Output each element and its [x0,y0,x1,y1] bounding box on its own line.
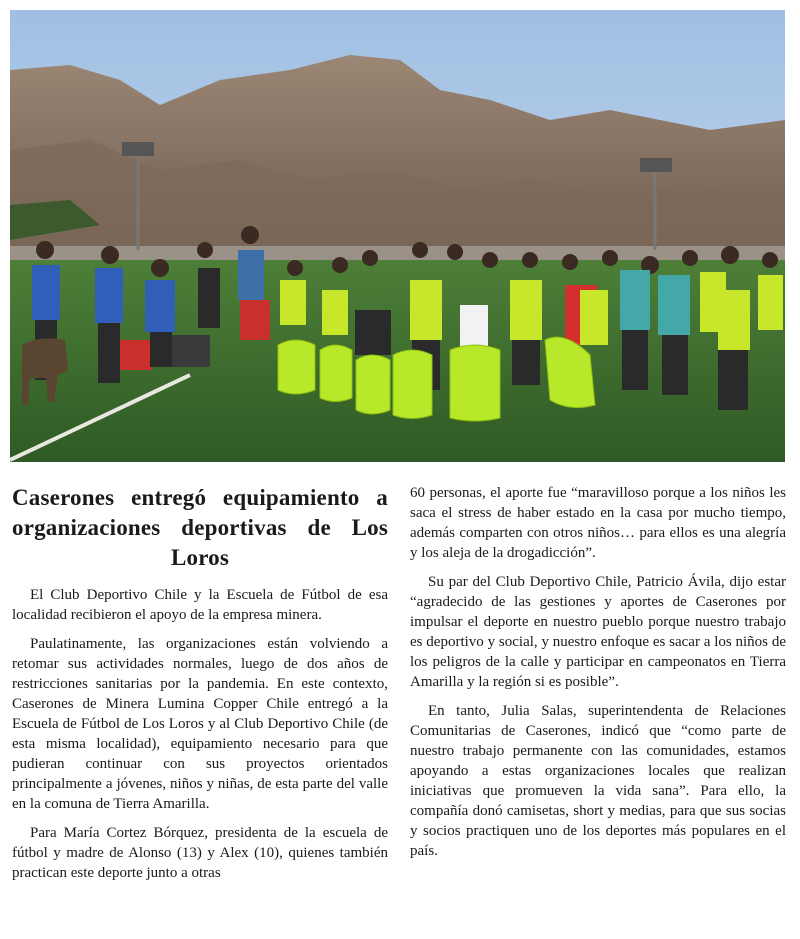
article-paragraph: Su par del Club Deportivo Chile, Patricio Ávila, dijo estar “agradecido de las gestiones y aportes de Caserones por impulsar el deporte en nuestro pueblo porque nuestro trabajo es deportivo y social, y nuestro enfoque es sacar a los niños de los peligros de la calle y participar en campeonatos en Tierra Amarilla y la región si es posible”. [410,574,786,690]
article-headline: Caserones entregó equipamiento a organizaciones deportivas de Los Loros [12,485,388,570]
group-photo-illustration [10,10,785,462]
article-paragraph: 60 personas, el aporte fue “maravilloso porque a los niños les saca el stress de haber estado en la casa por mucho tiempo, además comparten con otros niños… para ellos es una alegría y los aleja de la drogadicción”. [410,485,786,561]
article-column-right [410,483,786,933]
article-column-left [12,483,388,933]
article-paragraph: El Club Deportivo Chile y la Escuela de Fútbol de esa localidad recibieron el apoyo de la empresa minera. [12,587,388,623]
article-paragraph: Paulatinamente, las organizaciones están volviendo a retomar sus actividades normales, luego de dos años de restricciones sanitarias por la pandemia. En este contexto, Caserones de Minera Lumina Copper Chile entregó a la Escuela de Fútbol de Los Loros y al Club Deportivo Chile (de esta misma localidad), equipamiento necesario para que pudieran continuar con sus proyectos orientados principalmente a jóvenes, niños y niñas, de esta parte del valle en la comuna de Tierra Amarilla. [12,636,388,812]
article-paragraph: En tanto, Julia Salas, superintendenta de Relaciones Comunitarias de Caserones, indicó que “como parte de nuestro trabajo permanente con las comunidades, estamos apoyando a estas organizaciones locales que realizan iniciativas que promueven la vida sana”. Para ello, la compañía donó camisetas, short y medias, para que sus socias y socios practiquen uno de los deportes más populares en el país. [410,703,786,859]
article-photo [10,10,785,462]
article-body [12,483,787,933]
article-paragraph: Para María Cortez Bórquez, presidenta de la escuela de fútbol y madre de Alonso (13) y Alex (10), quienes también practican este deporte junto a otras [12,825,388,881]
